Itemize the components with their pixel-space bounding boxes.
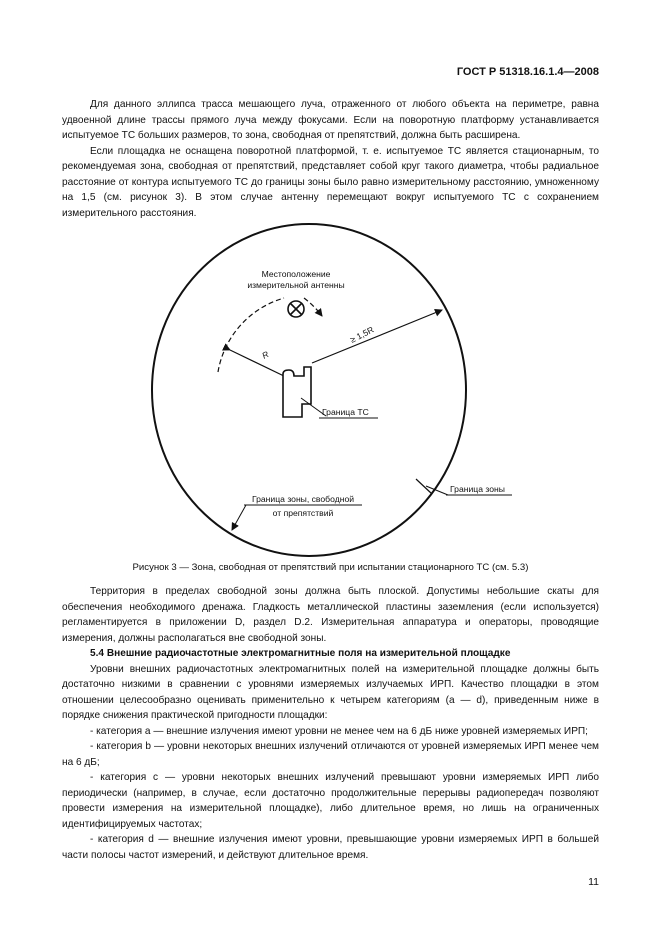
free-zone-pointer xyxy=(232,505,246,530)
main-text xyxy=(62,584,599,863)
distance-label: ≥ 1,5R xyxy=(348,324,376,345)
document-code: ГОСТ Р 51318.16.1.4—2008 xyxy=(456,66,599,78)
category-a-item: - категория а — внешние излучения имеют уровни не менее чем на 6 дБ ниже уровней измеряемых ИРП; xyxy=(90,725,588,737)
rotation-arc-end xyxy=(304,298,322,316)
distance-line xyxy=(312,310,442,363)
antenna-icon xyxy=(288,301,304,317)
radius-line xyxy=(230,350,286,377)
intro-paragraph-2: Если площадка не оснащена поворотной платформой, т. е. испытуемое ТС является стационарным, то рекомендуемая зона, свободная от препятствий, представляет собой круг такого диаметра, чтобы радиальное расстояние от контура испытуемого ТС до границы зоны было равно измерительному расстоянию, умноженному на 1,5 (см. рисунок 3). В этом случае антенну перемещают вокруг испытуемого ТС с сохранением измерительного расстояния. xyxy=(62,145,599,219)
intro-paragraph-1: Для данного эллипса трасса мешающего луча, отраженного от любого объекта на периметре, равна удвоенной длине трассы прямого луча между фокусами. Если на поворотную платформу устанавливается испытуемое ТС больших размеров, то зона, свободная от препятствий, должна быть расширена. xyxy=(62,99,599,141)
eut-boundary-label: Граница ТС xyxy=(322,407,369,417)
section-heading: 5.4 Внешние радиочастотные электромагнитные поля на измерительной площадке xyxy=(90,648,511,659)
page-number: 11 xyxy=(588,876,599,888)
category-d-item: - категория d — внешние излучения имеют уровни, превышающие уровни измеряемых ИРП в большей части полосы частот измерений, и действуют длительное время. xyxy=(62,834,599,861)
antenna-label-line2: измерительной антенны xyxy=(247,280,345,290)
category-b-item: - категория b — уровни некоторых внешних излучений отличаются от уровней измеряемых ИРП менее чем на 6 дБ; xyxy=(62,741,599,768)
free-zone-label-line2: от препятствий xyxy=(272,508,334,518)
category-c-item: - категория с — уровни некоторых внешних излучений превышают уровни измеряемых ИРП либо периодически (например, в случае, если достаточно продолжительные перерывы радиопередач позволяют провести измерения на измерительной площадке), либо длительное время, но лишь на ограниченных идентифицируемых частотах; xyxy=(62,772,599,830)
free-zone-label-line1: Граница зоны, свободной xyxy=(251,494,355,504)
radius-label: R xyxy=(260,349,271,361)
antenna-label-line1: Местоположение xyxy=(261,269,331,279)
figure-caption: Рисунок 3 — Зона, свободная от препятствий при испытании стационарного ТС (см. 5.3) xyxy=(132,562,529,573)
section-paragraph-1: Уровни внешних радиочастотных электромагнитных полей на измерительной площадке должны быть достаточно низкими в сравнении с уровнями измеряемых излучаемых ИРП. Качество площадки в этом отношении целесообразно оценивать применительно к четырем категориям (а — d), приведенным ниже в порядке снижения практической пригодности площадки: xyxy=(62,663,599,721)
rotation-arc xyxy=(218,298,284,372)
zone-boundary-label: Граница зоны xyxy=(450,484,505,494)
eut-outline xyxy=(283,367,311,417)
after-figure-paragraph: Территория в пределах свободной зоны должна быть плоской. Допустимы небольшие скаты для обеспечения необходимого дренажа. Гладкость металлической пластины заземления (если используется) регламентируется в приложении D, раздел D.2. Измерительная аппаратура и операторы, проводящие измерения, должны располагаться вне свободной зоны. xyxy=(62,586,599,644)
zone-boundary-tick xyxy=(416,479,432,494)
